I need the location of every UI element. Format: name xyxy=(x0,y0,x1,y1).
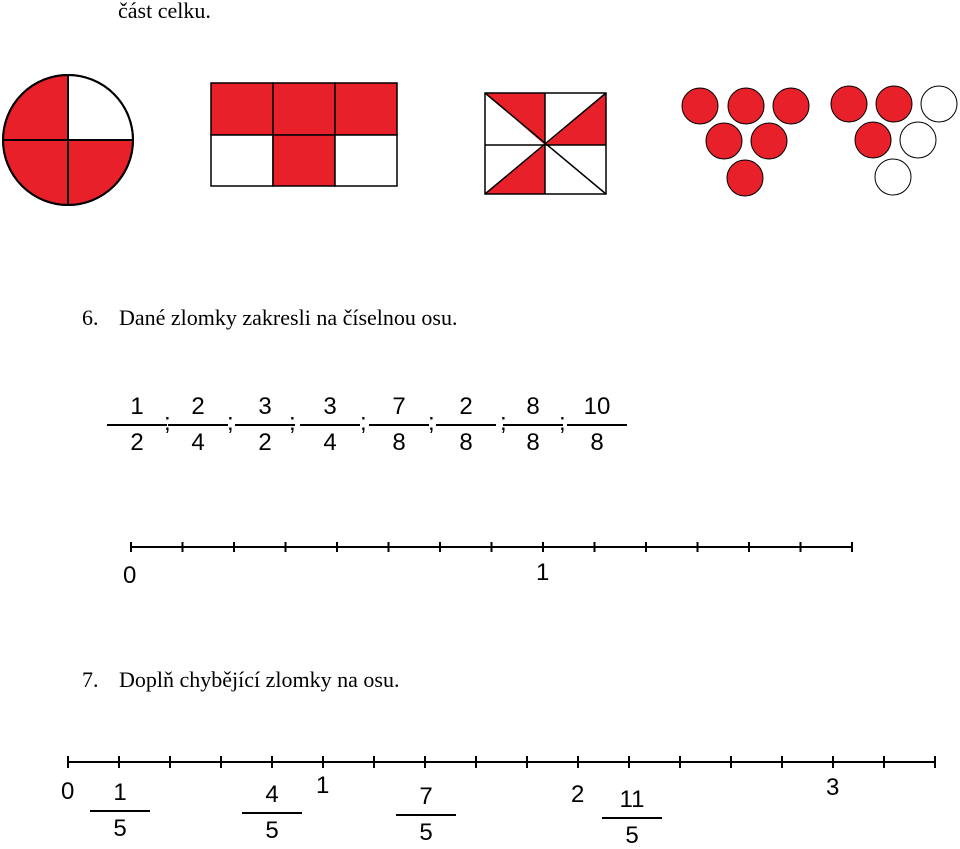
fraction-numerator: 3 xyxy=(258,393,272,420)
fraction-denominator: 8 xyxy=(392,428,406,456)
fraction-denominator: 4 xyxy=(323,428,337,456)
axis-7-label-3: 3 xyxy=(826,774,840,801)
fraction-bar xyxy=(168,424,228,426)
fraction-numerator: 11 xyxy=(619,786,645,813)
fraction-bar xyxy=(369,424,429,426)
fraction-denominator: 5 xyxy=(419,818,433,846)
fraction-numerator: 4 xyxy=(265,781,279,808)
fraction-numerator: 7 xyxy=(392,393,406,420)
fraction-denominator: 5 xyxy=(113,814,127,842)
fraction-numerator: 3 xyxy=(323,393,337,420)
fraction-numerator: 1 xyxy=(113,779,127,806)
fraction-bar xyxy=(242,812,302,814)
fraction-numerator: 7 xyxy=(419,783,433,810)
fraction xyxy=(235,394,295,456)
task-7-number: 7. xyxy=(82,667,99,692)
fraction-denominator: 8 xyxy=(590,428,604,456)
fraction-bar xyxy=(90,810,150,812)
dots-shape-full xyxy=(682,88,809,196)
fraction-separator: ; xyxy=(289,409,296,436)
fraction xyxy=(90,780,150,842)
fraction-denominator: 2 xyxy=(258,428,272,456)
fraction xyxy=(369,394,429,456)
fraction-numerator: 2 xyxy=(191,393,205,420)
fraction-numerator: 10 xyxy=(583,393,611,420)
fraction-bar xyxy=(436,424,496,426)
fraction-bar xyxy=(107,424,167,426)
fraction-numerator: 2 xyxy=(459,393,473,420)
fraction-denominator: 8 xyxy=(459,428,473,456)
fraction-bar xyxy=(602,817,662,819)
fraction-denominator: 2 xyxy=(130,428,144,456)
number-axis-7 xyxy=(68,756,935,768)
fraction-denominator: 4 xyxy=(191,428,205,456)
dots-shape-half xyxy=(831,86,957,195)
fraction-separator: ; xyxy=(360,409,367,436)
fraction xyxy=(436,394,496,456)
axis-7-label-1: 1 xyxy=(316,772,330,799)
task-6-text: Dané zlomky zakresli na číselnou osu. xyxy=(119,305,458,330)
task-7-text: Doplň chybějící zlomky na osu. xyxy=(119,667,400,692)
fraction-bar xyxy=(503,424,563,426)
header-text: část celku. xyxy=(118,0,211,23)
fraction-bar xyxy=(300,424,360,426)
axis-6-label-1: 1 xyxy=(536,559,550,586)
fraction xyxy=(242,782,302,844)
fraction-denominator: 8 xyxy=(526,428,540,456)
axis-7-label-0: 0 xyxy=(61,778,75,805)
fraction xyxy=(567,394,627,456)
axis-7-label-2: 2 xyxy=(571,781,585,808)
rectangle-triangles-shape xyxy=(485,93,606,194)
fraction xyxy=(107,394,167,456)
fraction-numerator: 8 xyxy=(526,393,540,420)
task-6-number: 6. xyxy=(82,305,99,330)
fraction-bar xyxy=(235,424,295,426)
fraction-separator: ; xyxy=(428,409,435,436)
fraction xyxy=(602,787,662,849)
fraction xyxy=(503,394,563,456)
fraction-separator: ; xyxy=(164,409,171,436)
fraction-numerator: 1 xyxy=(130,393,144,420)
rectangle-grid-shape xyxy=(211,83,397,186)
number-axis-6 xyxy=(131,542,852,552)
axis-6-label-0: 0 xyxy=(123,562,137,589)
fraction xyxy=(396,784,456,846)
fraction-denominator: 5 xyxy=(265,816,279,844)
fraction xyxy=(168,394,228,456)
circle-shape xyxy=(3,75,133,205)
fraction-separator: ; xyxy=(500,409,507,436)
fraction-bar xyxy=(396,814,456,816)
fraction-separator: ; xyxy=(559,409,566,436)
fraction-denominator: 5 xyxy=(625,821,639,849)
fraction-separator: ; xyxy=(227,409,234,436)
fraction xyxy=(300,394,360,456)
fraction-bar xyxy=(567,424,627,426)
